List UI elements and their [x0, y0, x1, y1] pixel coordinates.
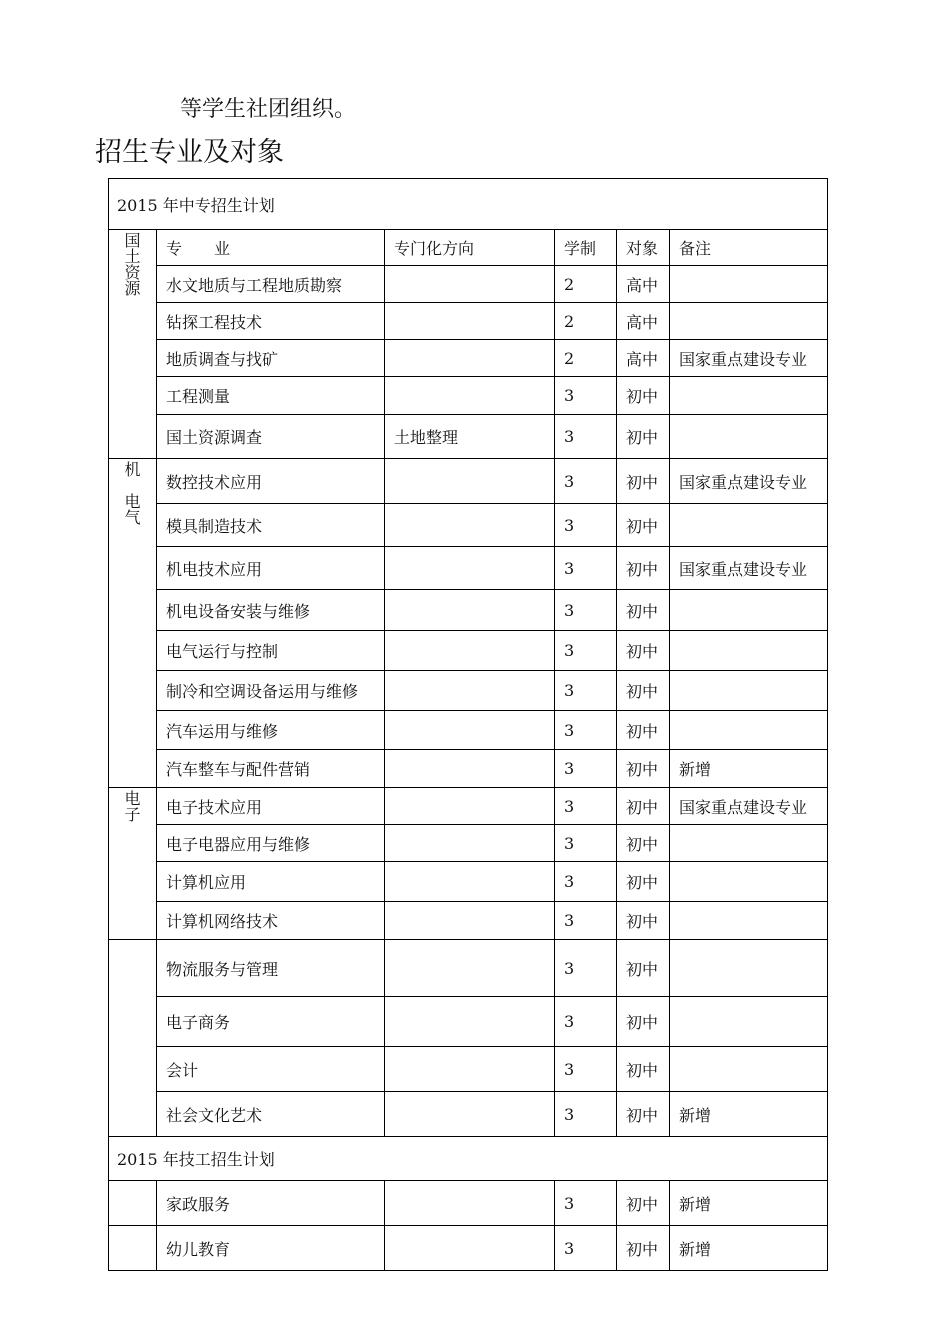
cell-major: 计算机网络技术: [157, 902, 385, 940]
cell-direction: 土地整理: [385, 415, 555, 459]
table-body: [109, 179, 828, 1271]
group-label-text: 国 土 资 源: [124, 231, 141, 298]
cell-years: 3: [555, 590, 617, 631]
group-label-text: 电 子: [124, 789, 141, 824]
cell-target: 初中: [617, 711, 670, 750]
header-row: [109, 230, 828, 266]
cell-target: 初中: [617, 902, 670, 940]
cell-target: 初中: [617, 1181, 670, 1226]
cell-note: [670, 266, 828, 303]
section-title: 2015 年中专招生计划: [109, 179, 828, 230]
table-row: [109, 1181, 828, 1226]
cell-years: 3: [555, 504, 617, 547]
cell-target: 高中: [617, 303, 670, 340]
cell-major: 家政服务: [157, 1181, 385, 1226]
table-row: [109, 862, 828, 902]
cell-target: 初中: [617, 940, 670, 997]
cell-direction: [385, 1047, 555, 1092]
group-label-text: 机 电 气: [124, 460, 141, 527]
cell-direction: [385, 590, 555, 631]
group-label: [109, 1226, 157, 1271]
table-row: [109, 788, 828, 825]
cell-note: 国家重点建设专业: [670, 788, 828, 825]
cell-years: 3: [555, 711, 617, 750]
cell-years: 3: [555, 1092, 617, 1137]
cell-note: [670, 862, 828, 902]
cell-target: 初中: [617, 590, 670, 631]
cell-target: 初中: [617, 1226, 670, 1271]
cell-years: 3: [555, 459, 617, 504]
table-row: [109, 303, 828, 340]
cell-target: 初中: [617, 547, 670, 590]
cell-major: 电子电器应用与维修: [157, 825, 385, 862]
cell-years: 3: [555, 997, 617, 1047]
cell-target: 初中: [617, 997, 670, 1047]
cell-years: 3: [555, 1047, 617, 1092]
group-label: [109, 459, 157, 788]
cell-major: 幼儿教育: [157, 1226, 385, 1271]
cell-note: [670, 902, 828, 940]
cell-direction: [385, 940, 555, 997]
cell-major: 模具制造技术: [157, 504, 385, 547]
cell-note: [670, 377, 828, 415]
cell-direction: [385, 997, 555, 1047]
cell-years: 3: [555, 750, 617, 788]
cell-target: 初中: [617, 862, 670, 902]
group-label: [109, 230, 157, 459]
header-major: 专 业: [157, 230, 385, 266]
cell-direction: [385, 459, 555, 504]
table-row: [109, 711, 828, 750]
cell-direction: [385, 504, 555, 547]
cell-note: [670, 631, 828, 671]
cell-years: 3: [555, 547, 617, 590]
cell-major: 地质调查与找矿: [157, 340, 385, 377]
cell-note: [670, 997, 828, 1047]
cell-years: 3: [555, 631, 617, 671]
cell-note: [670, 825, 828, 862]
header-years: 学制: [555, 230, 617, 266]
cell-years: 3: [555, 1226, 617, 1271]
cell-target: 初中: [617, 1092, 670, 1137]
cell-major: 会计: [157, 1047, 385, 1092]
cell-direction: [385, 862, 555, 902]
cell-direction: [385, 1226, 555, 1271]
cell-years: 3: [555, 902, 617, 940]
table-row: [109, 459, 828, 504]
cell-major: 电子技术应用: [157, 788, 385, 825]
cell-target: 初中: [617, 459, 670, 504]
cell-target: 初中: [617, 1047, 670, 1092]
section-title-row: [109, 179, 828, 230]
section-title: 2015 年技工招生计划: [109, 1137, 828, 1181]
cell-target: 高中: [617, 340, 670, 377]
cell-note: [670, 671, 828, 711]
cell-years: 3: [555, 862, 617, 902]
cell-years: 3: [555, 825, 617, 862]
cell-direction: [385, 1181, 555, 1226]
cell-target: 初中: [617, 788, 670, 825]
cell-major: 汽车运用与维修: [157, 711, 385, 750]
cell-note: 国家重点建设专业: [670, 340, 828, 377]
cell-target: 初中: [617, 504, 670, 547]
cell-direction: [385, 902, 555, 940]
cell-note: [670, 415, 828, 459]
table-row: [109, 825, 828, 862]
cell-direction: [385, 711, 555, 750]
cell-direction: [385, 340, 555, 377]
cell-major: 水文地质与工程地质勘察: [157, 266, 385, 303]
cell-note: [670, 1047, 828, 1092]
cell-target: 高中: [617, 266, 670, 303]
cell-direction: [385, 788, 555, 825]
cell-direction: [385, 377, 555, 415]
cell-target: 初中: [617, 377, 670, 415]
group-label: [109, 788, 157, 940]
cell-years: 3: [555, 788, 617, 825]
group-label: [109, 940, 157, 1137]
cell-note: 国家重点建设专业: [670, 547, 828, 590]
cell-major: 汽车整车与配件营销: [157, 750, 385, 788]
cell-note: 新增: [670, 1226, 828, 1271]
cell-note: [670, 504, 828, 547]
table-row: [109, 940, 828, 997]
cell-major: 国土资源调查: [157, 415, 385, 459]
cell-major: 工程测量: [157, 377, 385, 415]
header-direction: 专门化方向: [385, 230, 555, 266]
cell-major: 数控技术应用: [157, 459, 385, 504]
cell-years: 2: [555, 303, 617, 340]
table-row: [109, 631, 828, 671]
header-note: 备注: [670, 230, 828, 266]
cell-years: 3: [555, 1181, 617, 1226]
cell-target: 初中: [617, 415, 670, 459]
cell-target: 初中: [617, 671, 670, 711]
cell-direction: [385, 303, 555, 340]
cell-note: 新增: [670, 1181, 828, 1226]
cell-years: 2: [555, 340, 617, 377]
cell-note: 新增: [670, 750, 828, 788]
cell-direction: [385, 671, 555, 711]
cell-note: 国家重点建设专业: [670, 459, 828, 504]
cell-major: 制冷和空调设备运用与维修: [157, 671, 385, 711]
cell-major: 电子商务: [157, 997, 385, 1047]
cell-direction: [385, 750, 555, 788]
table-row: [109, 671, 828, 711]
table-row: [109, 266, 828, 303]
table-row: [109, 590, 828, 631]
cell-direction: [385, 825, 555, 862]
cell-note: 新增: [670, 1092, 828, 1137]
cell-direction: [385, 547, 555, 590]
cell-years: 2: [555, 266, 617, 303]
cell-target: 初中: [617, 750, 670, 788]
intro-line: 等学生社团组织。: [180, 97, 357, 122]
cell-years: 3: [555, 940, 617, 997]
cell-note: [670, 303, 828, 340]
cell-major: 钻探工程技术: [157, 303, 385, 340]
cell-target: 初中: [617, 825, 670, 862]
cell-note: [670, 711, 828, 750]
cell-years: 3: [555, 671, 617, 711]
table-row: [109, 1226, 828, 1271]
cell-years: 3: [555, 415, 617, 459]
cell-direction: [385, 1092, 555, 1137]
cell-major: 电气运行与控制: [157, 631, 385, 671]
table-row: [109, 547, 828, 590]
table-row: [109, 750, 828, 788]
table-row: [109, 902, 828, 940]
cell-major: 机电设备安装与维修: [157, 590, 385, 631]
table-row: [109, 504, 828, 547]
cell-target: 初中: [617, 631, 670, 671]
table-row: [109, 1047, 828, 1092]
table-row: [109, 415, 828, 459]
cell-direction: [385, 631, 555, 671]
cell-note: [670, 590, 828, 631]
cell-major: 社会文化艺术: [157, 1092, 385, 1137]
header-target: 对象: [617, 230, 670, 266]
enrollment-plan-table: [108, 178, 828, 1271]
table-row: [109, 377, 828, 415]
table-row: [109, 997, 828, 1047]
section-heading: 招生专业及对象: [95, 137, 284, 168]
cell-major: 物流服务与管理: [157, 940, 385, 997]
cell-direction: [385, 266, 555, 303]
cell-years: 3: [555, 377, 617, 415]
group-label: [109, 1181, 157, 1226]
table-row: [109, 1092, 828, 1137]
cell-major: 机电技术应用: [157, 547, 385, 590]
section-title-row: [109, 1137, 828, 1181]
cell-major: 计算机应用: [157, 862, 385, 902]
table-row: [109, 340, 828, 377]
cell-note: [670, 940, 828, 997]
